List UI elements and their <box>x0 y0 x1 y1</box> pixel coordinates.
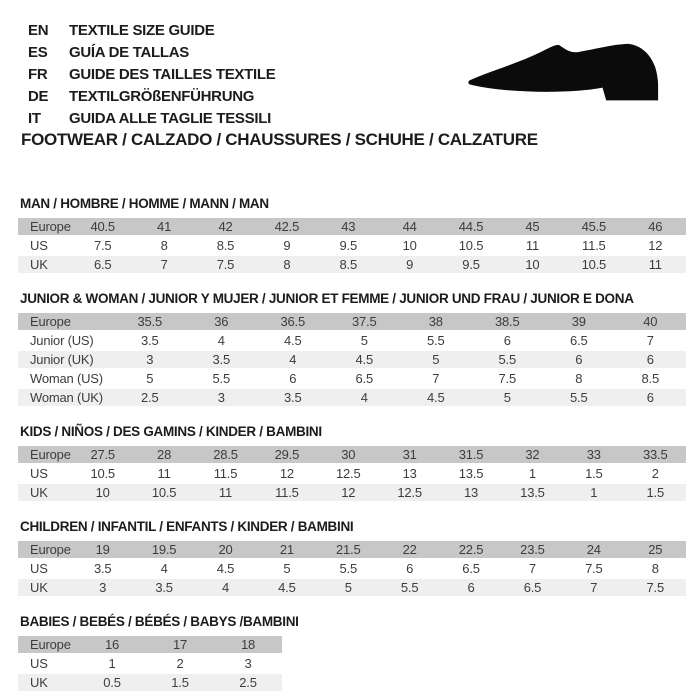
size-value: 6 <box>646 352 654 367</box>
category-heading: FOOTWEAR / CALZADO / CHAUSSURES / SCHUHE / CALZATURE <box>21 130 538 149</box>
row-label: Junior (US) <box>30 333 94 348</box>
size-value: 8 <box>575 371 583 386</box>
tables-container <box>18 197 690 700</box>
size-table-man <box>18 218 686 275</box>
size-value: 36 <box>214 314 229 329</box>
row-label: Junior (UK) <box>30 352 94 367</box>
table-row-babies-uk <box>18 673 282 692</box>
size-value: 37.5 <box>351 314 377 329</box>
size-value: 29.5 <box>274 447 300 462</box>
size-value: 5 <box>283 561 291 576</box>
section-kids <box>18 425 690 503</box>
table-row-children-us <box>18 559 686 578</box>
size-value: 3.5 <box>284 390 302 405</box>
size-value: 3.5 <box>141 333 159 348</box>
row-label: UK <box>30 485 48 500</box>
size-value: 8 <box>283 257 291 272</box>
size-value: 40.5 <box>90 219 115 234</box>
size-value: 33 <box>586 447 601 462</box>
size-value: 6.5 <box>523 580 542 595</box>
size-value: 3.5 <box>93 561 112 576</box>
size-value: 21.5 <box>336 542 361 557</box>
table-row-junior-woman-junior-us <box>18 331 686 350</box>
size-value: 1 <box>108 656 116 671</box>
size-table-babies <box>18 636 282 693</box>
row-label: UK <box>30 257 48 272</box>
size-value: 4 <box>217 333 225 348</box>
size-value: 38 <box>428 314 443 329</box>
size-value: 6 <box>289 371 297 386</box>
size-value: 7 <box>432 371 440 386</box>
size-value: 23.5 <box>520 542 545 557</box>
size-value: 2 <box>176 656 184 671</box>
row-label: US <box>30 466 48 481</box>
language-row-en <box>28 19 275 41</box>
size-value: 1.5 <box>646 485 664 500</box>
table-row-man-us <box>18 236 686 255</box>
size-value: 4.5 <box>284 333 302 348</box>
section-title-junior-woman: JUNIOR & WOMAN / JUNIOR Y MUJER / JUNIOR ET FEMME / JUNIOR UND FRAU / JUNIOR E DONA <box>20 291 634 306</box>
section-title-kids: KIDS / NIÑOS / DES GAMINS / KINDER / BAMBINI <box>20 424 322 439</box>
size-value: 3 <box>146 352 154 367</box>
size-value: 1 <box>590 485 598 500</box>
size-value: 7 <box>160 257 168 272</box>
table-row-babies-us <box>18 654 282 673</box>
size-value: 16 <box>104 637 120 652</box>
size-value: 5 <box>360 333 368 348</box>
size-value: 4 <box>360 390 368 405</box>
size-value: 17 <box>172 637 188 652</box>
table-row-kids-uk <box>18 483 686 502</box>
size-value: 24 <box>586 542 601 557</box>
size-value: 7.5 <box>216 257 235 272</box>
size-value: 3.5 <box>155 580 173 595</box>
table-row-junior-woman-woman-uk <box>18 388 686 407</box>
size-value: 8.5 <box>216 238 235 253</box>
size-value: 12 <box>279 466 294 481</box>
size-value: 6 <box>406 561 414 576</box>
size-value: 5.5 <box>427 333 445 348</box>
size-value: 10 <box>402 238 417 253</box>
size-value: 9 <box>406 257 414 272</box>
size-value: 33.5 <box>643 447 668 462</box>
table-row-junior-woman-junior-uk <box>18 350 686 369</box>
size-value: 19.5 <box>151 542 177 557</box>
size-value: 38.5 <box>494 314 520 329</box>
section-babies <box>18 615 690 693</box>
table-row-kids-us <box>18 464 686 483</box>
size-value: 5 <box>146 371 154 386</box>
size-value: 27.5 <box>90 447 115 462</box>
size-value: 12 <box>341 485 356 500</box>
size-table-junior-woman <box>18 313 686 408</box>
section-children <box>18 520 690 598</box>
row-label: Woman (US) <box>30 371 103 386</box>
language-title: TEXTILE SIZE GUIDE <box>69 21 215 39</box>
row-label: UK <box>30 675 48 690</box>
size-value: 44 <box>402 219 417 234</box>
row-label: Europe <box>30 637 71 652</box>
size-value: 7.5 <box>646 580 664 595</box>
size-value: 28.5 <box>213 447 238 462</box>
language-code: EN <box>28 21 49 39</box>
size-value: 5.5 <box>400 580 419 595</box>
size-value: 20 <box>218 542 233 557</box>
size-value: 5 <box>344 580 352 595</box>
size-value: 5.5 <box>570 390 588 405</box>
size-value: 9.5 <box>462 257 480 272</box>
row-label: Europe <box>30 314 71 329</box>
size-value: 12 <box>648 238 663 253</box>
row-label: Europe <box>30 219 71 234</box>
size-value: 2.5 <box>239 675 257 690</box>
row-label: UK <box>30 580 48 595</box>
size-table-children <box>18 541 686 598</box>
size-value: 39 <box>571 314 586 329</box>
size-value: 4.5 <box>355 352 373 367</box>
size-value: 21 <box>279 542 294 557</box>
size-value: 6.5 <box>462 561 480 576</box>
size-value: 9 <box>283 238 291 253</box>
size-value: 6.5 <box>93 257 112 272</box>
row-label: US <box>30 561 48 576</box>
table-row-man-uk <box>18 255 686 274</box>
language-title: GUIDA ALLE TAGLIE TESSILI <box>69 109 271 127</box>
size-value: 7 <box>528 561 536 576</box>
size-value: 6 <box>503 333 511 348</box>
size-value: 40 <box>643 314 658 329</box>
size-value: 11 <box>525 238 539 253</box>
size-value: 3 <box>217 390 225 405</box>
size-value: 1 <box>528 466 536 481</box>
row-label: US <box>30 238 48 253</box>
size-value: 28 <box>157 447 172 462</box>
size-value: 8 <box>160 238 168 253</box>
size-value: 32 <box>525 447 540 462</box>
size-table-kids <box>18 446 686 503</box>
size-value: 4 <box>221 580 229 595</box>
language-row-de <box>28 85 275 107</box>
size-value: 10.5 <box>90 466 115 481</box>
size-value: 5.5 <box>498 352 516 367</box>
section-man <box>18 197 690 275</box>
table-row-kids-europe <box>18 446 686 464</box>
size-value: 11 <box>157 466 171 481</box>
size-value: 44.5 <box>458 219 484 234</box>
size-value: 5 <box>432 352 440 367</box>
size-value: 25 <box>648 542 663 557</box>
size-value: 5.5 <box>212 371 230 386</box>
size-value: 3 <box>244 656 252 671</box>
size-value: 31.5 <box>458 447 484 462</box>
size-value: 7 <box>646 333 654 348</box>
section-title-man: MAN / HOMBRE / HOMME / MANN / MAN <box>20 196 269 211</box>
language-title: GUÍA DE TALLAS <box>69 43 189 61</box>
size-value: 22.5 <box>458 542 484 557</box>
size-value: 4.5 <box>278 580 296 595</box>
table-row-man-europe <box>18 218 686 236</box>
size-value: 10 <box>95 485 110 500</box>
size-value: 22 <box>402 542 417 557</box>
size-value: 3.5 <box>212 352 230 367</box>
size-value: 10.5 <box>581 257 607 272</box>
table-row-babies-europe <box>18 636 282 654</box>
language-code: IT <box>28 109 41 127</box>
size-value: 11 <box>218 485 233 500</box>
table-row-children-uk <box>18 578 686 597</box>
size-value: 1.5 <box>171 675 189 690</box>
size-value: 46 <box>648 219 663 234</box>
size-value: 6 <box>575 352 583 367</box>
size-value: 2 <box>651 466 659 481</box>
size-value: 7.5 <box>585 561 603 576</box>
row-label: US <box>30 656 48 671</box>
row-label: Europe <box>30 542 71 557</box>
size-value: 6 <box>467 580 475 595</box>
size-value: 11.5 <box>275 485 299 500</box>
size-value: 6.5 <box>355 371 373 386</box>
size-value: 2.5 <box>141 390 159 405</box>
size-value: 11.5 <box>582 238 606 253</box>
table-row-children-europe <box>18 541 686 559</box>
size-value: 7 <box>590 580 598 595</box>
size-value: 43 <box>341 219 356 234</box>
size-value: 10.5 <box>151 485 177 500</box>
size-value: 42 <box>218 219 233 234</box>
language-title: TEXTILGRÖßENFÜHRUNG <box>69 87 255 105</box>
size-value: 8 <box>651 561 659 576</box>
language-code: FR <box>28 65 48 83</box>
size-value: 11 <box>648 257 662 272</box>
dress-shoe-icon <box>462 33 672 115</box>
language-list <box>28 19 275 129</box>
size-value: 5 <box>503 390 511 405</box>
size-value: 19 <box>95 542 110 557</box>
size-value: 30 <box>341 447 356 462</box>
size-value: 7.5 <box>93 238 112 253</box>
size-value: 1.5 <box>585 466 603 481</box>
language-row-fr <box>28 63 275 85</box>
size-value: 5.5 <box>339 561 357 576</box>
section-title-children: CHILDREN / INFANTIL / ENFANTS / KINDER / BAMBINI <box>20 519 354 534</box>
size-value: 42.5 <box>274 219 300 234</box>
size-value: 13 <box>402 466 417 481</box>
size-value: 9.5 <box>339 238 357 253</box>
size-value: 7.5 <box>498 371 516 386</box>
language-row-es <box>28 41 275 63</box>
size-value: 8.5 <box>641 371 659 386</box>
size-value: 13.5 <box>520 485 545 500</box>
size-value: 3 <box>99 580 107 595</box>
size-value: 0.5 <box>103 675 121 690</box>
size-value: 45 <box>525 219 540 234</box>
size-value: 13 <box>464 485 479 500</box>
size-value: 45.5 <box>581 219 607 234</box>
size-value: 4 <box>160 561 168 576</box>
size-value: 8.5 <box>339 257 357 272</box>
row-label: Woman (UK) <box>30 390 103 405</box>
row-label: Europe <box>30 447 71 462</box>
size-value: 4 <box>289 352 297 367</box>
section-junior-woman <box>18 292 690 408</box>
size-value: 10 <box>525 257 540 272</box>
size-value: 10.5 <box>458 238 484 253</box>
table-row-junior-woman-europe <box>18 313 686 331</box>
size-value: 4.5 <box>216 561 235 576</box>
language-code: ES <box>28 43 48 61</box>
size-value: 6.5 <box>570 333 588 348</box>
language-title: GUIDE DES TAILLES TEXTILE <box>69 65 276 83</box>
table-row-junior-woman-woman-us <box>18 369 686 388</box>
language-code: DE <box>28 87 49 105</box>
size-value: 41 <box>157 219 172 234</box>
size-value: 6 <box>646 390 654 405</box>
size-value: 36.5 <box>280 314 305 329</box>
size-value: 12.5 <box>336 466 361 481</box>
size-value: 18 <box>240 637 256 652</box>
language-row-it <box>28 107 275 129</box>
section-title-babies: BABIES / BEBÉS / BÉBÉS / BABYS /BAMBINI <box>20 614 299 629</box>
size-value: 12.5 <box>397 485 422 500</box>
size-value: 4.5 <box>427 390 445 405</box>
size-value: 13.5 <box>458 466 484 481</box>
size-value: 11.5 <box>213 466 238 481</box>
size-value: 31 <box>402 447 417 462</box>
size-value: 35.5 <box>137 314 162 329</box>
